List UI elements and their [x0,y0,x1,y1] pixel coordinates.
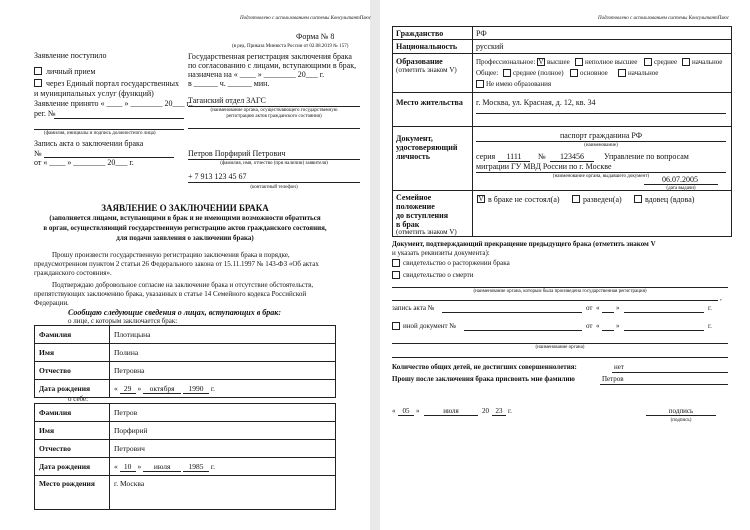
partner-patronymic: Петровна [110,362,336,380]
sign-year-suffix: г. [508,407,512,415]
signature-field[interactable]: подпись [646,408,716,416]
act-record-label: Запись акта о заключении брака [34,139,144,148]
partner-table [34,325,336,398]
partner-heading: о лице, с которым заключается брак: [68,317,178,325]
table-row [35,404,336,422]
accepted-by-caption: (фамилия, инициалы и подпись должностного лица) [44,131,156,136]
form-edition: (в ред. Приказа Минюста России от 02.08.2019 № 157) [232,44,349,49]
partner-patronymic-label: Отчество [35,362,110,380]
table-row [35,440,336,458]
residence-value: г. Москва, ул. Красная, д. 12, кв. 34 [476,98,596,107]
portal-reception-label-2: и муниципальных услуг (функций) [34,89,154,98]
act-record-from: от [586,304,593,312]
citizenship-value: РФ [476,29,487,38]
left-page [0,0,370,530]
self-name: Порфирий [110,422,336,440]
edu-secondary-full-label: среднее (полное) [513,69,564,77]
termination-line-1: Документ, подтверждающий прекращение предыдущего брака (отметить знаком V [392,240,656,248]
registration-line-3: назначена на « ____ » ________ 20___ г. [188,70,325,79]
document-name: паспорт гражданина РФ [559,131,643,140]
right-page: Подготовлено с использованием системы КонсультантПлюс Гражданство РФ Национальность русский Образование (отметить знаком V) Профессиональное: V высшее неполное высшее среднее начальное Общее: среднее (полное) основное начальное Не имею образования Место жительства г. Москва, ул. Красная, д. 12, кв. 34 Документ, удостоверяющий личность паспорт гражданина РФ (наименование) серия 1111 № 123456 Управление по вопросам миграции ГУ МВД России по г. Москве (наименование органа, выдавшего документ) 06.07.2005 (дата выдачи) Семейное положение до вступления в брак (отметить знаком V) V в браке не состоял(а) разведен(а) вдовец (вдова) Документ, подтверждающий прекращение предыдущего брака (отметить знаком V и указать реквизиты документа): свидетельство о расторжении брака свидетельство о смерти (наименование органа, которым была произведена государственная регистрация) , запись акта № от « » г. иной документ № от « » г. (наименование органа) Количество общих детей, не достигших совершеннолетия: нет Прошу после заключения брака присвоить мне фамилию Петров « 05 » июля 20 23 г. подпись (подпись) [380,0,750,530]
partner-name: Полина [110,344,336,362]
header-note: Подготовлено с использованием системы КонсультантПлюс [240,16,372,21]
termination-line-2: и указать реквизиты документа): [392,249,490,257]
issuer-line-1: Управление по вопросам [604,152,689,161]
marital-never-mark: V [478,195,484,203]
registration-line-2: по согласованию с лицами, вступающими в брак, [188,61,357,70]
para2-line-3: Федерации. [34,299,69,307]
marital-never-checkbox[interactable] [477,195,485,203]
self-table [34,403,336,510]
death-cert-label: свидетельство о смерти [403,271,474,279]
issuer-caption: (наименование органа, выдавшего документ) [552,174,650,179]
registry-office: Таганский отдел ЗАГС [188,96,266,105]
self-pob-label: Место рождения [35,476,110,510]
subtitle-3: для подачи заявления о заключении брака) [116,234,254,242]
personal-reception-label: личный прием [46,67,96,76]
personal-reception-checkbox[interactable] [34,67,42,75]
edu-initial-label: начальное [628,69,659,77]
edu-incomplete-label: неполное высшее [585,58,638,66]
registration-line-4: в ______ ч. ______ мин. [188,79,270,88]
marital-widowed-label: вдовец (вдова) [645,195,695,204]
partner-dob-month: октября [143,384,181,394]
self-patronymic: Петрович [110,440,336,458]
partner-dob-year: 1990 [183,384,209,394]
marital-divorced-checkbox[interactable] [572,195,580,203]
subtitle-2: в орган, осуществляющий государственную регистрацию актов гражданского состояния, [43,224,327,232]
edu-higher-mark: V [538,58,544,66]
document-name-caption: (наименование) [584,143,618,148]
sign-year: 23 [492,408,506,416]
number-value: 123456 [550,153,594,162]
divorce-cert-label: свидетельство о расторжении брака [403,259,510,267]
para2-line-2: препятствующих заключению брака, указанных в статье 14 Семейного кодекса Российской [34,290,307,298]
edu-basic-label: основное [580,69,608,77]
para2-line-1: Подтверждаю добровольное согласие на заключение брака и отсутствие обстоятельств, [52,281,314,289]
edu-professional-label: Профессиональное: [476,58,536,66]
edu-none-label: Не имею образования [486,80,552,88]
document-title: ЗАЯВЛЕНИЕ О ЗАКЛЮЧЕНИИ БРАКА [101,203,269,213]
edu-none-checkbox[interactable] [476,80,484,88]
self-dob-year: 1985 [183,462,209,472]
org-caption: (наименование органа) [535,345,585,350]
registry-office-caption-2: регистрацию актов гражданского состояния) [226,114,322,119]
death-cert-checkbox[interactable] [392,271,400,279]
act-from: от « ____ » ________ 20___ г. [34,158,134,167]
issue-date: 06.07.2005 [662,175,698,184]
edu-secondary-checkbox[interactable] [644,58,652,66]
nationality-label: Национальность [396,42,458,51]
education-hint: (отметить знаком V) [396,66,457,74]
marital-widowed-checkbox[interactable] [634,195,642,203]
document-label-2: удостоверяющий [396,143,458,152]
partner-surname: Плотицына [110,326,336,344]
edu-higher-checkbox[interactable] [537,58,545,66]
act-no: № [34,149,42,158]
children-label: Количество общих детей, не достигших совершеннолетия: [392,363,577,371]
table-row [35,476,336,510]
self-dob-day: 10 [120,462,136,472]
self-surname-label: Фамилия [35,404,110,422]
self-dob-month: июля [143,462,181,472]
table-row [35,362,336,380]
surname-request-label: Прошу после заключения брака присвоить мне фамилию [392,375,575,383]
citizenship-label: Гражданство [396,29,444,38]
edu-secondary-full-checkbox[interactable] [503,69,511,77]
edu-initial-checkbox[interactable] [618,69,626,77]
other-doc-label: иной документ № [403,322,457,330]
accepted-line: Заявление принято « ____ » ________ 20___ г., [34,99,193,108]
table-row [35,422,336,440]
applicant-phone: + 7 913 123 45 67 [188,172,247,181]
self-heading: о себе: [68,395,89,403]
marital-label-2: положение [396,202,435,211]
edu-secondary-label: среднее [654,58,678,66]
self-dob-label: Дата рождения [35,458,110,476]
self-dob: « 10 » июля 1985 г. [110,458,336,476]
info-heading: Сообщаю следующие сведения о лицах, вступающих в брак: [68,308,282,317]
other-doc-from: от [586,322,593,330]
marital-never-label: в браке не состоял(а) [488,195,560,204]
act-record-year-suffix: г. [708,304,712,312]
partner-dob-label: Дата рождения [35,380,110,398]
partner-surname-label: Фамилия [35,326,110,344]
sign-day: 05 [398,408,414,416]
para1-line-3: гражданского состояния». [34,269,112,277]
self-patronymic-label: Отчество [35,440,110,458]
edu-basic-checkbox[interactable] [570,69,578,77]
form-number: Форма № 8 [296,32,335,41]
new-surname: Петров [602,375,624,383]
portal-reception-checkbox[interactable] [34,79,42,87]
para1-line-1: Прошу произвести государственную регистрацию заключения брака в порядке, [52,251,290,259]
registry-office-caption-1: (наименование органа, осуществляющего государственную [210,108,338,113]
table-row [35,326,336,344]
children-value: нет [614,363,624,371]
marital-label-4: в брак [396,220,420,229]
act-record-label-right: запись акта № [392,304,435,312]
self-surname: Петров [110,404,336,422]
issuer-org-caption: (наименование органа, которым была произведена государственная регистрация) [473,289,647,294]
portal-reception-label-1: через Единый портал государственных [46,79,180,88]
signature-caption: (подпись) [670,418,692,423]
marital-label-1: Семейное [396,193,432,202]
sign-month: июля [424,408,478,416]
self-name-label: Имя [35,422,110,440]
partner-name-label: Имя [35,344,110,362]
edu-incomplete-checkbox[interactable] [575,58,583,66]
registration-line-1: Государственная регистрация заключения брака [188,52,352,61]
issuer-line-2: миграции ГУ МВД России по г. Москве [476,162,612,171]
other-doc-checkbox[interactable] [392,322,400,330]
marital-divorced-label: разведен(а) [583,195,622,204]
edu-primary-checkbox[interactable] [682,58,690,66]
header-note-right: Подготовлено с использованием системы КонсультантПлюс [598,16,730,21]
reg-no: рег. № [34,109,56,118]
partner-dob-day: 29 [120,384,136,394]
document-label-1: Документ, [396,134,433,143]
education-label: Образование [396,57,443,66]
edu-higher-label: высшее [547,58,570,66]
residence-label: Место жительства [396,98,463,107]
marital-label-3: до вступления [396,211,449,220]
series-label: серия [476,152,496,161]
applicant-caption: (фамилия, имя, отчество (при наличии) заявителя) [220,161,328,166]
nationality-value: русский [476,42,504,51]
sign-year-prefix: 20 [482,407,489,415]
subtitle-1: (заполняется лицами, вступающими в брак и не имеющими возможности обратиться [49,214,321,222]
edu-primary-label: начальное [692,58,723,66]
issue-date-caption: (дата выдачи) [666,186,696,191]
document-label-3: личность [396,152,430,161]
application-received: Заявление поступило [34,51,107,60]
marital-label-5: (отметить знаком V) [396,228,457,236]
self-pob: г. Москва [110,476,336,510]
table-row [35,344,336,362]
series-value: 1111 [498,153,530,162]
table-row [35,458,336,476]
phone-caption: (контактный телефон) [250,185,298,190]
divorce-cert-checkbox[interactable] [392,259,400,267]
edu-general-label: Общее: [476,69,499,77]
para1-line-2: предусмотренном пунктом 2 статьи 26 Федерального закона от 15.11.1997 № 143-ФЗ «Об актах [34,260,319,268]
partner-dob: « 29 » октября 1990 г. [110,380,336,398]
applicant-name: Петров Порфирий Петрович [188,149,286,158]
number-label: № [538,152,546,161]
other-doc-year-suffix: г. [708,322,712,330]
